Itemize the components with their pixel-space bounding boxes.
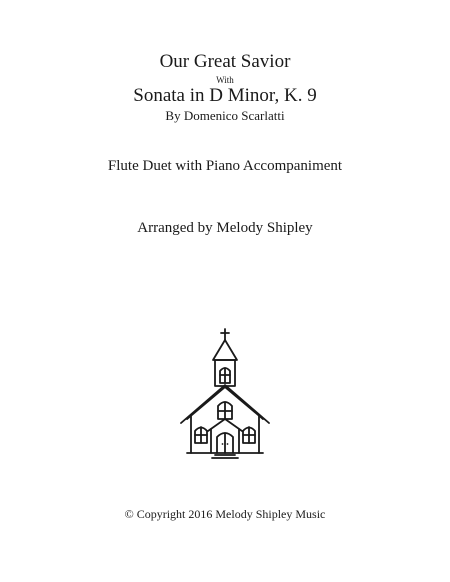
copyright-notice: © Copyright 2016 Melody Shipley Music bbox=[124, 507, 326, 521]
instrumentation: Flute Duet with Piano Accompaniment bbox=[107, 158, 343, 174]
piece-title: Our Great Savior bbox=[159, 51, 291, 72]
piece-subtitle: Sonata in D Minor, K. 9 bbox=[133, 85, 317, 106]
title-connector: With bbox=[216, 75, 234, 85]
composer-credit: By Domenico Scarlatti bbox=[165, 108, 285, 123]
arranger-credit: Arranged by Melody Shipley bbox=[137, 220, 313, 236]
church-icon bbox=[175, 327, 275, 462]
